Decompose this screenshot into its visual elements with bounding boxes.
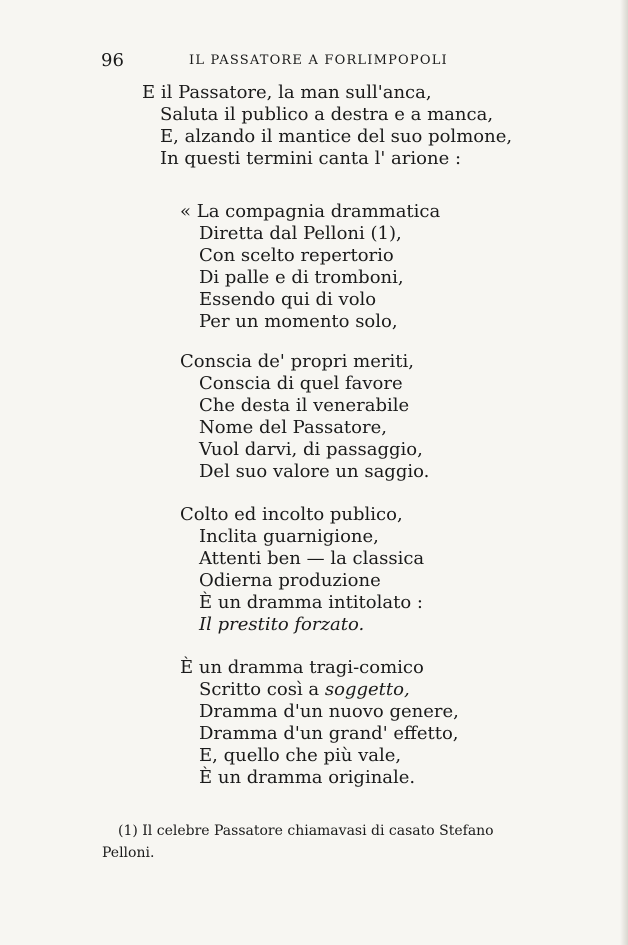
verse-line: Dramma d'un grand' effetto, [199,723,459,744]
intro-line: E il Passatore, la man sull'anca, [142,82,432,103]
verse-text: Scritto così a [199,679,325,700]
intro-line: Saluta il publico a destra e a manca, [160,104,494,125]
verse-line: Nome del Passatore, [199,417,387,438]
verse-line: « La compagnia drammatica [180,201,441,222]
verse-line: Conscia di quel favore [199,373,403,394]
running-title: IL PASSATORE A FORLIMPOPOLI [189,53,448,68]
verse-line: Essendo qui di volo [199,289,377,310]
italic-word: soggetto, [324,679,410,700]
verse-line: Inclita guarnigione, [199,526,379,547]
running-header [101,50,521,74]
verse-line: È un dramma tragi-comico [180,657,424,678]
intro-line: E, alzando il mantice del suo polmone, [160,126,513,147]
footnote-line: Pelloni. [102,845,155,861]
footnote [102,820,552,864]
verse-line: Di palle e di tromboni, [199,267,404,288]
verse-line: Colto ed incolto publico, [180,504,403,525]
verse-line: Del suo valore un saggio. [199,461,430,482]
verse-line: Conscia de' propri meriti, [180,351,414,372]
play-title: Il prestito forzato. [199,614,365,635]
verse-line: E, quello che più vale, [199,745,402,766]
footnote-line: (1) Il celebre Passatore chiamavasi di casato Stefano [118,823,494,839]
verse-line: Diretta dal Pelloni (1), [199,223,402,244]
verse-line: Attenti ben — la classica [199,548,425,569]
verse-line: È un dramma originale. [199,767,416,788]
page-number: 96 [101,50,124,71]
verse-line: Per un momento solo, [199,311,398,332]
verse-line: Dramma d'un nuovo genere, [199,701,459,722]
verse-line: Che desta il venerabile [199,395,410,416]
verse-line: È un dramma intitolato : [199,592,423,613]
verse-line: Odierna produzione [199,570,381,591]
verse-line [199,679,410,701]
page-edge-shadow [620,0,628,945]
verse-line: Vuol darvi, di passaggio, [199,439,423,460]
intro-line: In questi termini canta l' arione : [160,148,462,169]
verse-line: Con scelto repertorio [199,245,394,266]
